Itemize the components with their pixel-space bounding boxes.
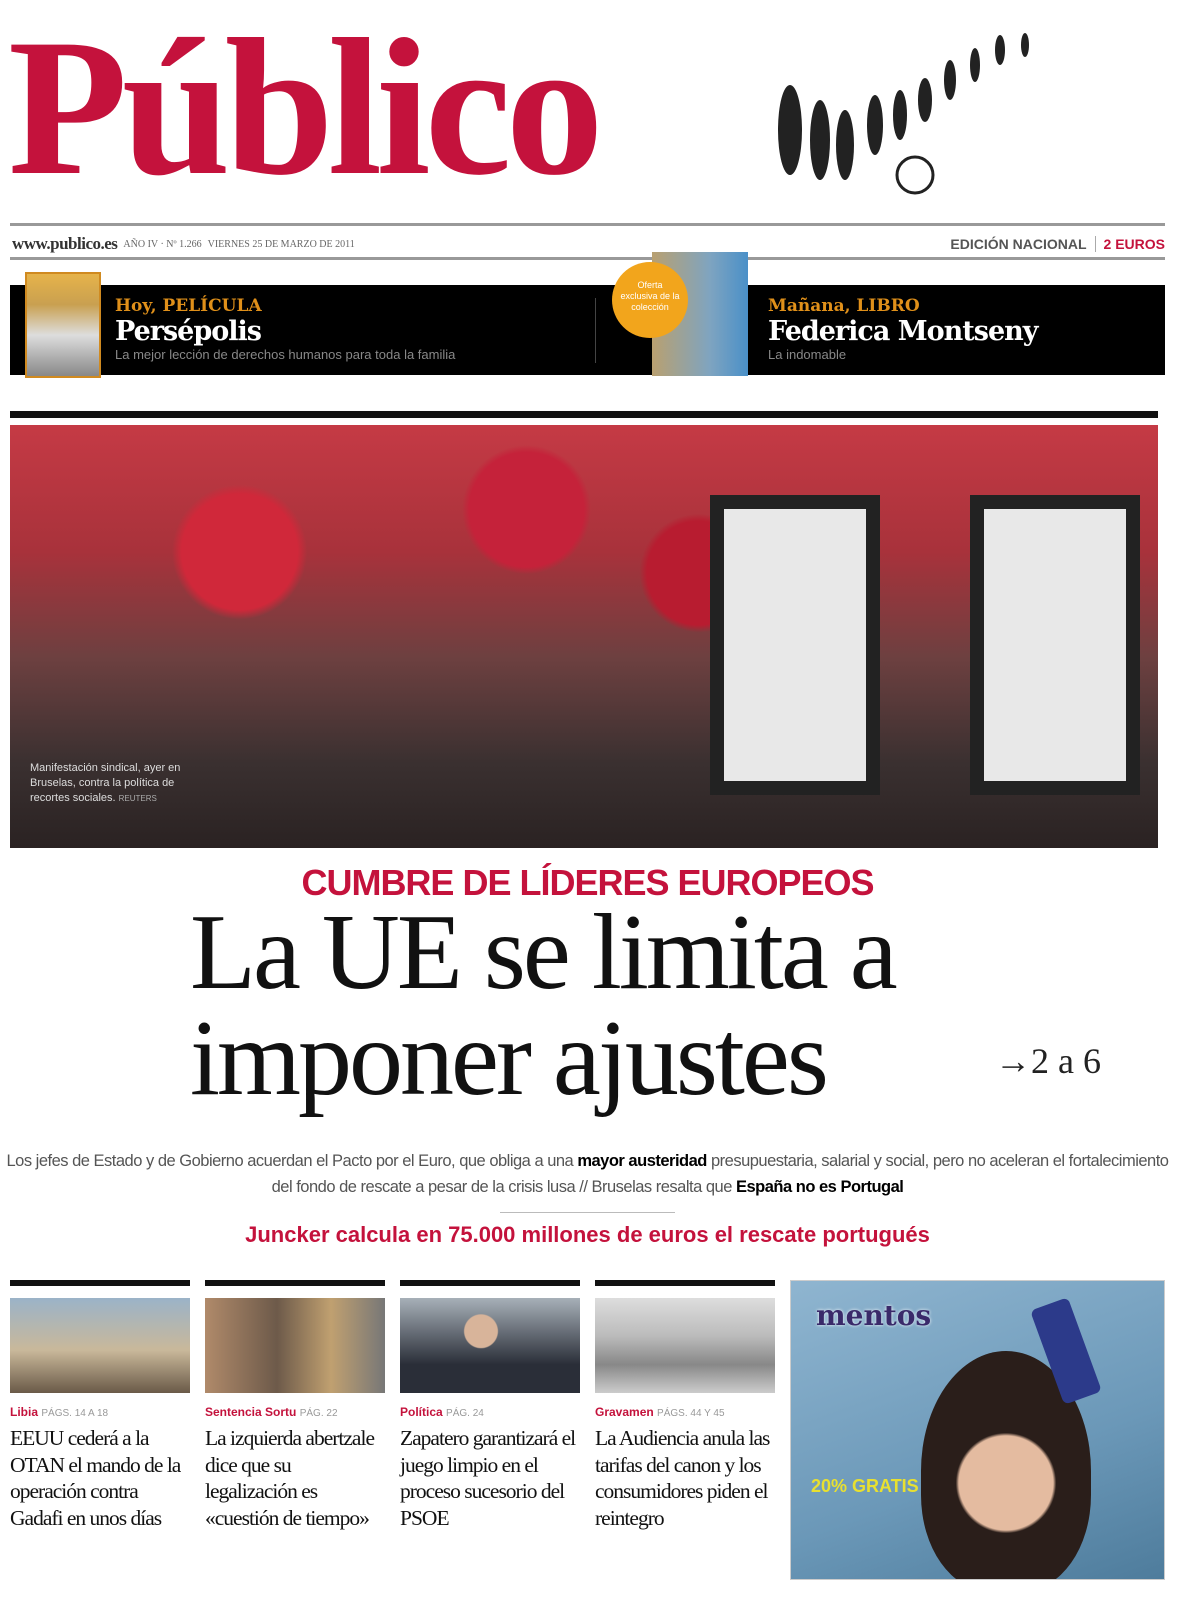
story-title: Zapatero garantizará el juego limpio en el proceso sucesorio del PSOE <box>400 1426 576 1530</box>
silhouettes-illustration <box>760 20 1060 210</box>
story-column[interactable]: Libia PÁGS. 14 A 18 EEUU cederá a la OTAN el mando de la operación contra Gadafi en unos días <box>10 1280 190 1531</box>
divider <box>595 298 596 363</box>
photo-caption: Manifestación sindical, ayer en Bruselas, contra la política de recortes sociales. <box>30 762 181 804</box>
edition: EDICIÓN NACIONAL <box>950 236 1087 252</box>
headline-line: La UE se limita a <box>190 893 895 1012</box>
divider <box>500 1212 675 1213</box>
photo-credit: REUTERS <box>118 794 157 803</box>
divider <box>10 257 1165 260</box>
story-column[interactable]: Política PÁG. 24 Zapatero garantizará el juego limpio en el proceso sucesorio del PSOE <box>400 1280 580 1531</box>
story-photo <box>10 1298 190 1393</box>
lead-photo[interactable] <box>10 425 1158 848</box>
divider <box>10 223 1165 226</box>
story-title: La izquierda abertzale dice que su legalización es «cuestión de tiempo» <box>205 1426 374 1530</box>
page-reference: →2 a 6 <box>995 1041 1101 1081</box>
story-column[interactable]: Gravamen PÁGS. 44 Y 45 La Audiencia anula las tarifas del canon y los consumidores piden el reintegro <box>595 1280 775 1531</box>
promo-subtitle: La mejor lección de derechos humanos para toda la familia <box>115 347 456 362</box>
promo-right[interactable] <box>768 296 1037 362</box>
section-rule <box>10 411 1158 418</box>
story-title: EEUU cederá a la OTAN el mando de la operación contra Gadafi en unos días <box>10 1426 181 1530</box>
protest-sign <box>710 495 880 795</box>
masthead-logo: Público <box>8 0 598 216</box>
headline-line: imponer ajustes <box>190 999 826 1118</box>
promo-left[interactable] <box>115 296 455 362</box>
dateline <box>12 234 1165 254</box>
date: VIERNES 25 DE MARZO DE 2011 <box>207 238 355 250</box>
promo-title: Persépolis <box>115 316 261 347</box>
website-link[interactable]: www.publico.es <box>12 234 118 253</box>
promo-subtitle: La indomable <box>768 347 847 362</box>
ad-brand: mentos <box>816 1299 932 1332</box>
story-photo <box>595 1298 775 1393</box>
promo-title: Federica Montseny <box>768 316 1038 347</box>
lead-subhead[interactable]: Juncker calcula en 75.000 millones de euros el rescate portugués <box>245 1222 930 1247</box>
lead-headline[interactable] <box>190 893 895 1118</box>
story-title: La Audiencia anula las tarifas del canon y los consumidores piden el reintegro <box>595 1426 770 1530</box>
ad-offer: 20% GRATIS <box>811 1476 919 1496</box>
promo-kicker: Mañana, LIBRO <box>768 296 920 316</box>
price: 2 EUROS <box>1095 236 1165 252</box>
story-photo <box>205 1298 385 1393</box>
offer-badge: Oferta exclusiva de la colección <box>612 262 688 338</box>
lead-kicker: CUMBRE DE LÍDERES EUROPEOS <box>301 862 874 903</box>
promo-kicker: Hoy, PELÍCULA <box>115 296 262 316</box>
mentos-advertisement[interactable] <box>790 1280 1165 1580</box>
story-photo <box>400 1298 580 1393</box>
lead-deck: Los jefes de Estado y de Gobierno acuerdan el Pacto por el Euro, que obliga a una mayor austeridad presupuestaria, salarial y social, pero no aceleran el fortalecimiento del fondo de rescate a pesar de la crisis lusa // Bruselas resalta que España no es Portugal <box>6 1152 1169 1196</box>
film-cover-thumbnail[interactable] <box>25 272 101 378</box>
protest-sign <box>970 495 1140 795</box>
story-column[interactable]: Sentencia Sortu PÁG. 22 La izquierda abertzale dice que su legalización es «cuestión de tiempo» <box>205 1280 385 1531</box>
issue-number: AÑO IV · Nº 1.266 <box>123 238 202 250</box>
